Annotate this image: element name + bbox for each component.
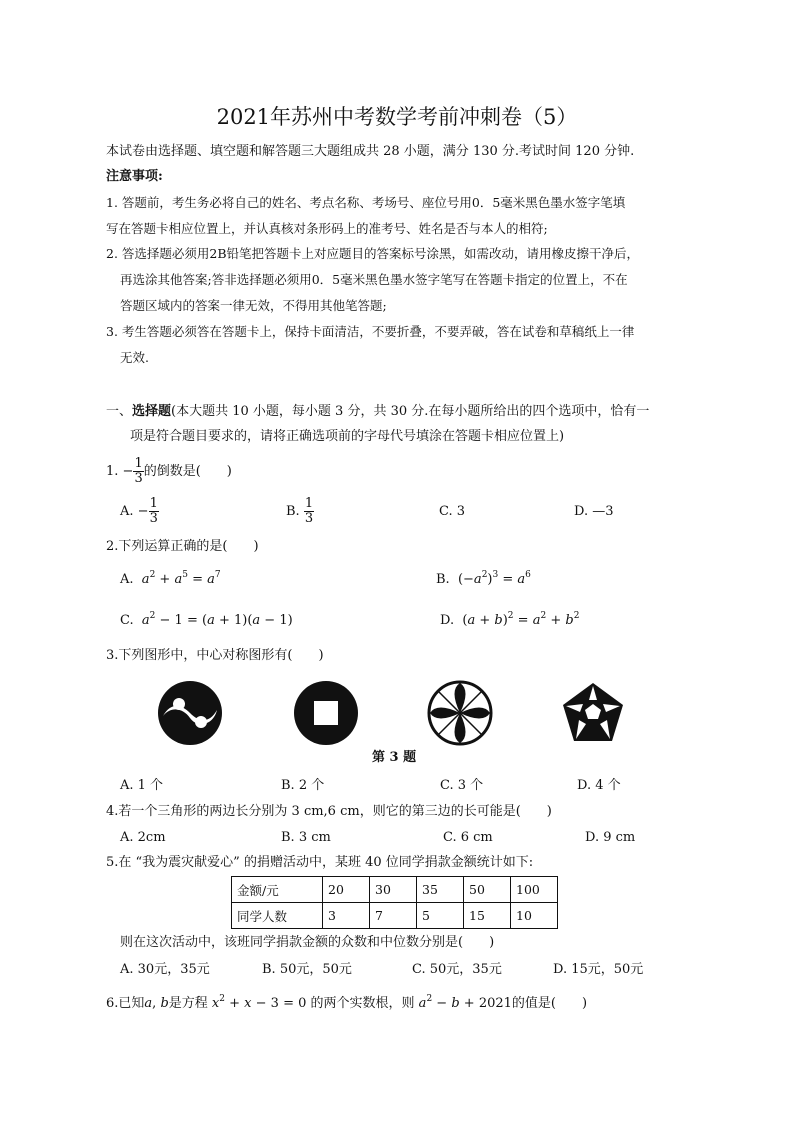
q3-option-a: A. 1 个 (120, 778, 164, 793)
table-cell: 30 (370, 877, 417, 903)
note-line: 1. 答题前，考生务必将自己的姓名、考点名称、考场号、座位号用0．5毫米黑色墨水签字笔填 (106, 195, 626, 210)
note-line: 再选涂其他答案;答非选择题必须用0．5毫米黑色墨水签字笔写在答题卡指定的位置上，不在 (120, 272, 628, 287)
section-desc-cont: 项是符合题目要求的，请将正确选项前的字母代号填涂在答题卡相应位置上) (130, 429, 565, 444)
table-cell: 20 (323, 877, 370, 903)
q5-option-a: A. 30元，35元 (120, 962, 210, 977)
table-header-cell: 同学人数 (232, 903, 323, 929)
table-cell: 7 (370, 903, 417, 929)
page-title: 2021年苏州中考数学考前冲刺卷（5） (216, 105, 578, 129)
q5-option-d: D. 15元，50元 (553, 962, 644, 977)
notes-heading: 注意事项: (106, 169, 163, 184)
q4-option-c: C. 6 cm (443, 830, 493, 845)
table-cell: 10 (511, 903, 558, 929)
q2-option-c: C. $a^2 - 1 = (a + 1)(a - 1)$ (120, 611, 293, 628)
table-cell: 3 (323, 903, 370, 929)
q2-option-a: A. $a^2 + a^5 = a^7$ (120, 570, 221, 587)
donation-table (231, 876, 558, 929)
fraction: $\frac{1}{3}$ (134, 456, 143, 486)
figure-four-petals (427, 680, 493, 746)
figure-coin-square (293, 680, 359, 746)
section-heading (106, 403, 649, 421)
note-line: 写在答题卡相应位置上，并认真核对条形码上的准考号、姓名是否与本人的相符; (106, 221, 548, 236)
q5-option-b: B. 50元，50元 (262, 962, 352, 977)
q1-option-b: B. $\frac{1}{3}$ (286, 496, 314, 526)
table-row (232, 877, 558, 903)
note-line: 2. 答选择题必须用2B铅笔把答题卡上对应题目的答案标号涂黑，如需改动，请用橡皮擦干净后， (106, 246, 640, 261)
note-line: 无效. (120, 350, 149, 365)
figure-wave-disk (157, 680, 223, 746)
table-cell: 35 (417, 877, 464, 903)
section-number: 一、 (106, 404, 133, 419)
minus-sign: − (122, 464, 134, 479)
q1-option-a: A. − $\frac{1}{3}$ (120, 496, 158, 526)
note-line: 3. 考生答题必须答在答题卡上，保持卡面清洁，不要折叠，不要弄破，答在试卷和草稿纸上一律 (106, 324, 635, 339)
q3-option-c: C. 3 个 (440, 778, 484, 793)
q1-option-c: C. 3 (439, 504, 466, 519)
question-4: 4.若一个三角形的两边长分别为 3 cm,6 cm，则它的第三边的长可能是( ) (106, 804, 552, 819)
table-cell: 5 (417, 903, 464, 929)
question-5: 5.在 “我为震灾献爱心” 的捐赠活动中，某班 40 位同学捐款金额统计如下: (106, 855, 534, 870)
note-line: 答题区域内的答案一律无效，不得用其他笔答题; (120, 298, 387, 313)
intro-text: 本试卷由选择题、填空题和解答题三大题组成共 28 小题，满分 130 分.考试时间 120 分钟. (106, 144, 635, 159)
q5-option-c: C. 50元，35元 (412, 962, 502, 977)
table-row (232, 903, 558, 929)
q1-option-d: D. —3 (574, 504, 614, 519)
q3-option-d: D. 4 个 (577, 778, 621, 793)
question-6: 6.已知a, b是方程 $x^2 + x - 3 = 0$ 的两个实数根，则 $a^2 - b + 2021$的值是( ) (106, 994, 588, 1011)
question-2: 2.下列运算正确的是( ) (106, 539, 259, 554)
figure-pentagon-cluster (560, 680, 626, 746)
q2-option-b: B. $(-a^2)^3 = a^6$ (436, 570, 531, 587)
question-5-cont: 则在这次活动中，该班同学捐款金额的众数和中位数分别是( ) (120, 935, 495, 950)
table-header-cell: 金额/元 (232, 877, 323, 903)
section-name: 选择题 (132, 404, 172, 419)
question-3: 3.下列图形中，中心对称图形有( ) (106, 648, 324, 663)
table-cell: 50 (464, 877, 511, 903)
table-cell: 15 (464, 903, 511, 929)
q4-option-b: B. 3 cm (281, 830, 331, 845)
q4-option-d: D. 9 cm (585, 830, 636, 845)
q2-option-d: D. $(a + b)^2 = a^2 + b^2$ (440, 611, 580, 628)
q3-option-b: B. 2 个 (281, 778, 325, 793)
section-desc: (本大题共 10 小题，每小题 3 分，共 30 分.在每小题所给出的四个选项中，恰有一 (171, 404, 650, 419)
question-1 (106, 454, 232, 490)
table-cell: 100 (511, 877, 558, 903)
q4-option-a: A. 2cm (120, 830, 166, 845)
question-number: 1. (106, 464, 119, 479)
figure-caption: 第 3 题 (372, 750, 417, 765)
question-stem: 的倒数是( ) (143, 464, 232, 479)
